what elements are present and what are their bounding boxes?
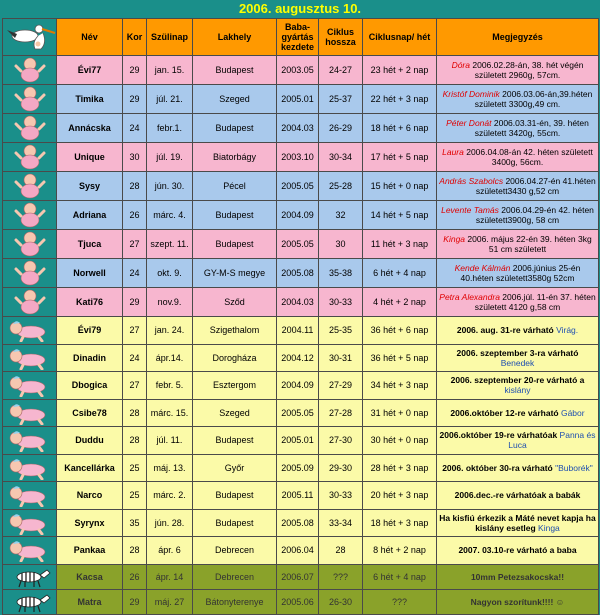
member-birthday: jan. 15. bbox=[147, 56, 193, 85]
member-name: Dbogica bbox=[57, 372, 123, 400]
note-due-date: 2006. október 30-ra várható bbox=[442, 462, 556, 473]
header-start: Baba-gyártás kezdete bbox=[277, 19, 319, 56]
header-row bbox=[3, 19, 599, 56]
member-birthday: jún. 28. bbox=[147, 509, 193, 537]
member-city: Bátonyterenye bbox=[193, 589, 277, 614]
member-birthday: júl. 21. bbox=[147, 85, 193, 114]
member-city: Debrecen bbox=[193, 564, 277, 589]
member-note bbox=[437, 85, 599, 114]
table-row bbox=[3, 288, 599, 317]
note-child-name: Kinga bbox=[443, 234, 466, 244]
member-note bbox=[437, 427, 599, 455]
member-note bbox=[437, 399, 599, 427]
member-birthday: máj. 13. bbox=[147, 454, 193, 482]
note-details: 2006.04.29-én 42. héten született3900g, 58 cm bbox=[475, 205, 594, 225]
member-cycle: 29-30 bbox=[319, 454, 363, 482]
crawling-baby-icon bbox=[3, 373, 56, 397]
member-cycle-day: 36 hét + 6 nap bbox=[363, 317, 437, 345]
member-start: 2005.08 bbox=[277, 259, 319, 288]
member-name: Unique bbox=[57, 143, 123, 172]
crawling-baby-icon bbox=[3, 346, 56, 370]
member-cycle: 27-29 bbox=[319, 372, 363, 400]
baby-girl-icon bbox=[3, 289, 56, 315]
note-details: 2006.június 25-én 40.héten született3580g 52cm bbox=[460, 263, 581, 283]
baby-boy-icon bbox=[3, 86, 56, 112]
crawling-baby-icon bbox=[3, 428, 56, 452]
member-name: Évi77 bbox=[57, 56, 123, 85]
member-city: Budapest bbox=[193, 201, 277, 230]
member-cycle: 25-37 bbox=[319, 85, 363, 114]
page-title: 2006. augusztus 10. bbox=[238, 1, 362, 16]
member-start: 2005.05 bbox=[277, 172, 319, 201]
row-icon-cell bbox=[3, 344, 57, 372]
table-row bbox=[3, 143, 599, 172]
table-row bbox=[3, 509, 599, 537]
note-due-date: 2006. aug. 31-re várható bbox=[456, 325, 557, 336]
member-birthday: febr. 5. bbox=[147, 372, 193, 400]
member-note bbox=[437, 143, 599, 172]
member-name: Norwell bbox=[57, 259, 123, 288]
member-start: 2004.11 bbox=[277, 317, 319, 345]
member-age: 28 bbox=[123, 427, 147, 455]
member-city: Budapest bbox=[193, 114, 277, 143]
row-icon-cell bbox=[3, 114, 57, 143]
member-name: Duddu bbox=[57, 427, 123, 455]
member-start: 2004.12 bbox=[277, 344, 319, 372]
row-icon-cell bbox=[3, 482, 57, 510]
member-start: 2005.09 bbox=[277, 454, 319, 482]
member-birthday: ápr. 14 bbox=[147, 564, 193, 589]
member-city: Dorogháza bbox=[193, 344, 277, 372]
row-icon-cell bbox=[3, 589, 57, 614]
member-name: Syrynx bbox=[57, 509, 123, 537]
member-start: 2004.09 bbox=[277, 372, 319, 400]
member-city: Biatorbágy bbox=[193, 143, 277, 172]
table-row bbox=[3, 399, 599, 427]
row-icon-cell bbox=[3, 201, 57, 230]
member-table bbox=[2, 18, 599, 615]
member-birthday: nov.9. bbox=[147, 288, 193, 317]
member-age: 29 bbox=[123, 589, 147, 614]
member-cycle: 28 bbox=[319, 537, 363, 565]
member-age: 35 bbox=[123, 509, 147, 537]
member-city: Szeged bbox=[193, 85, 277, 114]
note-child-name: Kende Kálmán bbox=[454, 263, 511, 273]
header-cycle: Ciklus hossza bbox=[319, 19, 363, 56]
member-note bbox=[437, 201, 599, 230]
note-extra: ☺ bbox=[553, 596, 565, 607]
member-cycle: 27-28 bbox=[319, 399, 363, 427]
member-cycle-day: 36 hét + 5 nap bbox=[363, 344, 437, 372]
member-cycle-day: ??? bbox=[363, 589, 437, 614]
member-cycle: 27-30 bbox=[319, 427, 363, 455]
note-baby-name: Benedek bbox=[500, 357, 535, 368]
member-start: 2003.10 bbox=[277, 143, 319, 172]
member-cycle: ??? bbox=[319, 564, 363, 589]
member-name: Adriana bbox=[57, 201, 123, 230]
member-cycle-day: 22 hét + 3 nap bbox=[363, 85, 437, 114]
row-icon-cell bbox=[3, 509, 57, 537]
note-baby-name: Virág. bbox=[556, 325, 579, 336]
member-name: Tjuca bbox=[57, 230, 123, 259]
member-cycle-day: 20 hét + 3 nap bbox=[363, 482, 437, 510]
note-due-date: Ha kisfiú érkezik a Máté nevet kapja ha kislány esetleg bbox=[439, 512, 596, 533]
member-city: Budapest bbox=[193, 56, 277, 85]
member-cycle: 30-33 bbox=[319, 288, 363, 317]
member-age: 29 bbox=[123, 288, 147, 317]
note-child-name: András Szabolcs bbox=[439, 176, 504, 186]
note-due-date: 2007. 03.10-re várható a baba bbox=[458, 545, 577, 556]
member-city: Szigethalom bbox=[193, 317, 277, 345]
member-cycle-day: 18 hét + 3 nap bbox=[363, 509, 437, 537]
member-birthday: szept. 11. bbox=[147, 230, 193, 259]
member-start: 2004.09 bbox=[277, 201, 319, 230]
member-cycle-day: 30 hét + 0 nap bbox=[363, 427, 437, 455]
member-age: 26 bbox=[123, 564, 147, 589]
row-icon-cell bbox=[3, 317, 57, 345]
member-cycle: 30-34 bbox=[319, 143, 363, 172]
member-city: Szeged bbox=[193, 399, 277, 427]
member-cycle-day: 6 hét + 4 nap bbox=[363, 564, 437, 589]
member-note bbox=[437, 259, 599, 288]
member-name: Dinadin bbox=[57, 344, 123, 372]
table-row bbox=[3, 427, 599, 455]
baby-girl-icon bbox=[3, 144, 56, 170]
member-name: Pankaa bbox=[57, 537, 123, 565]
row-icon-cell bbox=[3, 288, 57, 317]
member-age: 30 bbox=[123, 143, 147, 172]
member-note bbox=[437, 509, 599, 537]
row-icon-cell bbox=[3, 537, 57, 565]
note-due-date: 2006. szeptember 3-ra várható bbox=[456, 347, 579, 358]
member-birthday: júl. 11. bbox=[147, 427, 193, 455]
note-message: 10mm Petezsakocska!! bbox=[470, 571, 565, 582]
row-icon-cell bbox=[3, 259, 57, 288]
header-birthday: Szülinap bbox=[147, 19, 193, 56]
member-name: Évi79 bbox=[57, 317, 123, 345]
member-note bbox=[437, 372, 599, 400]
member-name: Narco bbox=[57, 482, 123, 510]
member-cycle: 25-35 bbox=[319, 317, 363, 345]
member-cycle: 32 bbox=[319, 201, 363, 230]
note-baby-name: kislány bbox=[504, 385, 531, 396]
member-cycle-day: 31 hét + 0 nap bbox=[363, 399, 437, 427]
member-city: Budapest bbox=[193, 230, 277, 259]
row-icon-cell bbox=[3, 143, 57, 172]
member-city: Esztergom bbox=[193, 372, 277, 400]
member-cycle: 25-28 bbox=[319, 172, 363, 201]
member-start: 2005.08 bbox=[277, 509, 319, 537]
crawling-baby-icon bbox=[3, 538, 56, 562]
note-message: Nagyon szorítunk!!!! bbox=[470, 596, 554, 607]
member-cycle-day: 4 hét + 2 nap bbox=[363, 288, 437, 317]
member-note bbox=[437, 482, 599, 510]
member-start: 2005.05 bbox=[277, 399, 319, 427]
note-baby-name: Gábor bbox=[560, 407, 585, 418]
member-birthday: jún. 30. bbox=[147, 172, 193, 201]
note-child-name: Petra Alexandra bbox=[439, 292, 500, 302]
table-row bbox=[3, 56, 599, 85]
member-cycle: 30-33 bbox=[319, 482, 363, 510]
table-row bbox=[3, 114, 599, 143]
baby-boy-icon bbox=[3, 115, 56, 141]
member-cycle: 35-38 bbox=[319, 259, 363, 288]
member-city: Győr bbox=[193, 454, 277, 482]
member-name: Annácska bbox=[57, 114, 123, 143]
member-start: 2005.05 bbox=[277, 230, 319, 259]
member-birthday: máj. 27 bbox=[147, 589, 193, 614]
member-cycle-day: 18 hét + 6 nap bbox=[363, 114, 437, 143]
note-details: 2006.júl. 11-én 37. héten született 4120 g,58 cm bbox=[474, 292, 596, 312]
member-name: Csibe78 bbox=[57, 399, 123, 427]
member-age: 28 bbox=[123, 399, 147, 427]
member-name: Kancellárka bbox=[57, 454, 123, 482]
baby-boy-icon bbox=[3, 202, 56, 228]
table-row bbox=[3, 537, 599, 565]
member-cycle-day: 8 hét + 2 nap bbox=[363, 537, 437, 565]
note-details: 2006.02.28-án, 38. hét végén született 2960g, 57cm. bbox=[470, 60, 584, 80]
member-cycle-day: 23 hét + 2 nap bbox=[363, 56, 437, 85]
table-row bbox=[3, 344, 599, 372]
baby-boy-icon bbox=[3, 260, 56, 286]
member-start: 2005.06 bbox=[277, 589, 319, 614]
member-note bbox=[437, 288, 599, 317]
crawling-baby-icon bbox=[3, 511, 56, 535]
note-due-date: 2006.dec.-re várhatóak a babák bbox=[454, 490, 581, 501]
member-age: 25 bbox=[123, 454, 147, 482]
note-details: 2006.03.06-án,39.héten született 3300g,49 cm. bbox=[474, 89, 593, 109]
note-due-date: 2006. szeptember 20-re várható a bbox=[450, 375, 585, 386]
table-row bbox=[3, 259, 599, 288]
note-details: 2006.04.27-én 41.héten született3430 g,52 cm bbox=[475, 176, 596, 196]
member-age: 24 bbox=[123, 344, 147, 372]
stork-cell bbox=[3, 19, 57, 56]
member-start: 2005.11 bbox=[277, 482, 319, 510]
note-details: 2006. május 22-én 39. héten 3kg 51 cm született bbox=[465, 234, 592, 254]
member-note bbox=[437, 56, 599, 85]
member-birthday: márc. 2. bbox=[147, 482, 193, 510]
member-birthday: febr.1. bbox=[147, 114, 193, 143]
member-birthday: márc. 15. bbox=[147, 399, 193, 427]
member-start: 2003.05 bbox=[277, 56, 319, 85]
member-cycle-day: 15 hét + 0 nap bbox=[363, 172, 437, 201]
member-note bbox=[437, 114, 599, 143]
member-city: Budapest bbox=[193, 509, 277, 537]
note-child-name: Kristóf Dominik bbox=[442, 89, 500, 99]
zebra-icon bbox=[3, 566, 56, 588]
member-cycle-day: 6 hét + 4 nap bbox=[363, 259, 437, 288]
note-child-name: Dóra bbox=[451, 60, 470, 70]
crawling-baby-icon bbox=[3, 456, 56, 480]
row-icon-cell bbox=[3, 372, 57, 400]
member-start: 2004.03 bbox=[277, 114, 319, 143]
member-cycle: 30-31 bbox=[319, 344, 363, 372]
note-child-name: Levente Tamás bbox=[441, 205, 499, 215]
table-row bbox=[3, 85, 599, 114]
crawling-baby-icon bbox=[3, 483, 56, 507]
table-row bbox=[3, 201, 599, 230]
member-note bbox=[437, 589, 599, 614]
member-name: Kati76 bbox=[57, 288, 123, 317]
note-due-date: 2006.október 12-re várható bbox=[450, 407, 561, 418]
note-baby-name: Panna és Luca bbox=[508, 430, 596, 451]
table-row bbox=[3, 589, 599, 614]
member-age: 24 bbox=[123, 114, 147, 143]
baby-boy-icon bbox=[3, 173, 56, 199]
header-cycle-day: Ciklusnap/ hét bbox=[363, 19, 437, 56]
row-icon-cell bbox=[3, 230, 57, 259]
member-note bbox=[437, 172, 599, 201]
crawling-baby-icon bbox=[3, 401, 56, 425]
member-birthday: okt. 9. bbox=[147, 259, 193, 288]
note-details: 2006.04.08-án 42. héten született 3400g, 56cm. bbox=[463, 147, 593, 167]
note-child-name: Laura bbox=[442, 147, 464, 157]
member-birthday: júl. 19. bbox=[147, 143, 193, 172]
header-city: Lakhely bbox=[193, 19, 277, 56]
member-note bbox=[437, 537, 599, 565]
member-age: 29 bbox=[123, 85, 147, 114]
header-note: Megjegyzés bbox=[437, 19, 599, 56]
member-note bbox=[437, 230, 599, 259]
member-cycle-day: 34 hét + 3 nap bbox=[363, 372, 437, 400]
table-body bbox=[3, 56, 599, 615]
table-row bbox=[3, 454, 599, 482]
member-cycle: 26-30 bbox=[319, 589, 363, 614]
table-row bbox=[3, 317, 599, 345]
member-age: 24 bbox=[123, 259, 147, 288]
member-birthday: jan. 24. bbox=[147, 317, 193, 345]
member-start: 2004.03 bbox=[277, 288, 319, 317]
member-city: GY-M-S megye bbox=[193, 259, 277, 288]
member-name: Sysy bbox=[57, 172, 123, 201]
table-row bbox=[3, 230, 599, 259]
member-age: 27 bbox=[123, 317, 147, 345]
note-child-name: Péter Donát bbox=[446, 118, 492, 128]
baby-girl-icon bbox=[3, 231, 56, 257]
table-row bbox=[3, 482, 599, 510]
header-age: Kor bbox=[123, 19, 147, 56]
member-city: Debrecen bbox=[193, 537, 277, 565]
member-start: 2005.01 bbox=[277, 427, 319, 455]
member-city: Budapest bbox=[193, 427, 277, 455]
baby-girl-icon bbox=[3, 57, 56, 83]
member-cycle: 30 bbox=[319, 230, 363, 259]
member-cycle: 26-29 bbox=[319, 114, 363, 143]
member-name: Timika bbox=[57, 85, 123, 114]
member-start: 2006.04 bbox=[277, 537, 319, 565]
member-age: 28 bbox=[123, 172, 147, 201]
member-name: Kacsa bbox=[57, 564, 123, 589]
member-age: 29 bbox=[123, 56, 147, 85]
member-start: 2005.01 bbox=[277, 85, 319, 114]
member-city: Sződ bbox=[193, 288, 277, 317]
zebra-icon bbox=[3, 591, 56, 613]
member-birthday: ápr. 6 bbox=[147, 537, 193, 565]
member-cycle-day: 28 hét + 3 nap bbox=[363, 454, 437, 482]
crawling-baby-icon bbox=[3, 318, 56, 342]
row-icon-cell bbox=[3, 427, 57, 455]
member-city: Pécel bbox=[193, 172, 277, 201]
member-note bbox=[437, 344, 599, 372]
row-icon-cell bbox=[3, 85, 57, 114]
member-age: 27 bbox=[123, 230, 147, 259]
row-icon-cell bbox=[3, 172, 57, 201]
stork-icon bbox=[5, 20, 57, 54]
member-note bbox=[437, 317, 599, 345]
member-cycle-day: 14 hét + 5 nap bbox=[363, 201, 437, 230]
member-cycle: 24-27 bbox=[319, 56, 363, 85]
row-icon-cell bbox=[3, 56, 57, 85]
table-row bbox=[3, 372, 599, 400]
note-details: 2006.03.31-én, 39. héten született 3420g, 55cm. bbox=[474, 118, 589, 138]
row-icon-cell bbox=[3, 399, 57, 427]
member-birthday: ápr.14. bbox=[147, 344, 193, 372]
member-age: 28 bbox=[123, 537, 147, 565]
member-name: Matra bbox=[57, 589, 123, 614]
table-row bbox=[3, 172, 599, 201]
member-cycle-day: 17 hét + 5 nap bbox=[363, 143, 437, 172]
note-baby-name: "Buborék" bbox=[555, 462, 593, 473]
member-age: 27 bbox=[123, 372, 147, 400]
member-birthday: márc. 4. bbox=[147, 201, 193, 230]
member-start: 2006.07 bbox=[277, 564, 319, 589]
member-age: 26 bbox=[123, 201, 147, 230]
member-cycle: 33-34 bbox=[319, 509, 363, 537]
member-cycle-day: 11 hét + 3 nap bbox=[363, 230, 437, 259]
row-icon-cell bbox=[3, 454, 57, 482]
member-note bbox=[437, 454, 599, 482]
note-baby-name: Kinga bbox=[538, 522, 560, 533]
note-due-date: 2006.október 19-re várhatóak bbox=[439, 430, 560, 441]
member-city: Budapest bbox=[193, 482, 277, 510]
header-name: Név bbox=[57, 19, 123, 56]
member-age: 25 bbox=[123, 482, 147, 510]
